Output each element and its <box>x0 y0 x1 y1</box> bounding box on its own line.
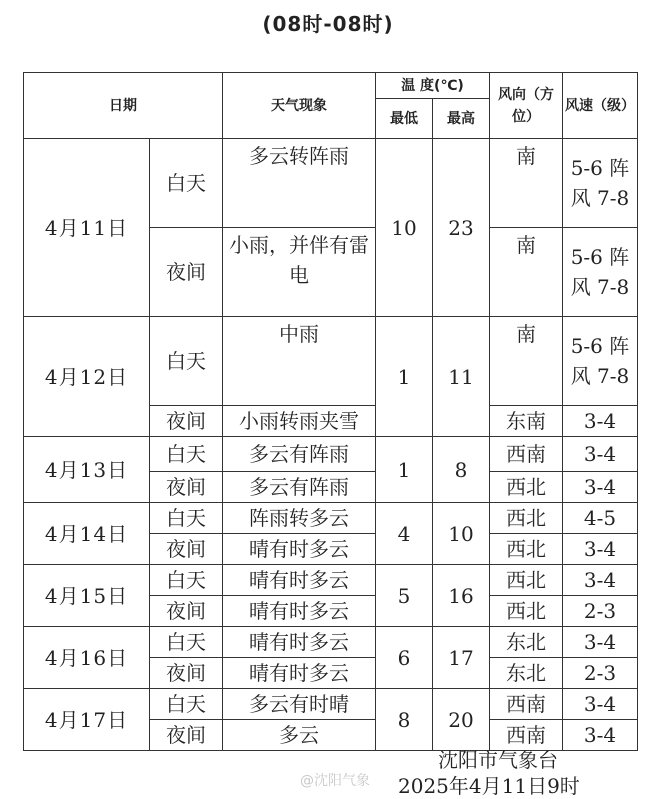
weather-cell: 小雨，并伴有雷电 <box>223 228 376 317</box>
header-high: 最高 <box>433 99 490 139</box>
weather-cell: 晴有时多云 <box>223 534 376 565</box>
wind-direction-cell: 东北 <box>490 658 563 689</box>
header-date: 日期 <box>24 73 223 139</box>
table-row <box>24 139 638 228</box>
date-cell: 4月12日 <box>24 317 150 437</box>
page-title: (08时-08时) <box>262 12 394 36</box>
weather-cell: 晴有时多云 <box>223 596 376 627</box>
high-temp-cell: 23 <box>433 139 490 317</box>
date-cell: 4月13日 <box>24 437 150 503</box>
period-cell: 夜间 <box>150 406 223 437</box>
period-cell: 夜间 <box>150 472 223 503</box>
low-temp-cell: 1 <box>376 317 433 437</box>
header-wind-speed: 风速（级） <box>563 73 638 139</box>
wind-direction-cell: 西北 <box>490 596 563 627</box>
wind-speed-cell: 3-4 <box>563 689 638 720</box>
period-cell: 白天 <box>150 627 223 658</box>
period-cell: 夜间 <box>150 720 223 751</box>
weather-cell: 中雨 <box>223 317 376 406</box>
table-row <box>24 503 638 534</box>
high-temp-cell: 8 <box>433 437 490 503</box>
issuing-agency: 沈阳市气象台 <box>438 748 558 772</box>
low-temp-cell: 6 <box>376 627 433 689</box>
high-temp-cell: 11 <box>433 317 490 437</box>
wind-speed-cell: 5-6 阵风 7-8 <box>563 317 638 406</box>
high-temp-cell: 20 <box>433 689 490 751</box>
wind-speed-cell: 2-3 <box>563 596 638 627</box>
weather-cell: 多云有阵雨 <box>223 437 376 472</box>
wind-speed-cell: 3-4 <box>563 437 638 472</box>
high-temp-cell: 10 <box>433 503 490 565</box>
wind-direction-cell: 南 <box>490 228 563 317</box>
wind-speed-cell: 3-4 <box>563 565 638 596</box>
period-cell: 白天 <box>150 689 223 720</box>
wind-direction-cell: 西北 <box>490 503 563 534</box>
period-cell: 夜间 <box>150 228 223 317</box>
period-cell: 夜间 <box>150 534 223 565</box>
wind-direction-cell: 西南 <box>490 720 563 751</box>
period-cell: 白天 <box>150 437 223 472</box>
low-temp-cell: 5 <box>376 565 433 627</box>
watermark: @沈阳气象 <box>300 773 370 789</box>
period-cell: 白天 <box>150 139 223 228</box>
wind-direction-cell: 西北 <box>490 472 563 503</box>
wind-direction-cell: 南 <box>490 139 563 228</box>
period-cell: 夜间 <box>150 596 223 627</box>
wind-direction-cell: 西北 <box>490 565 563 596</box>
date-cell: 4月14日 <box>24 503 150 565</box>
wind-direction-cell: 西北 <box>490 534 563 565</box>
period-cell: 白天 <box>150 317 223 406</box>
forecast-table <box>23 72 638 751</box>
header-temperature: 温 度(℃) <box>376 73 490 99</box>
table-row <box>24 565 638 596</box>
date-cell: 4月15日 <box>24 565 150 627</box>
wind-speed-cell: 3-4 <box>563 472 638 503</box>
wind-speed-cell: 3-4 <box>563 627 638 658</box>
period-cell: 白天 <box>150 503 223 534</box>
table-row <box>24 437 638 472</box>
weather-cell: 晴有时多云 <box>223 565 376 596</box>
low-temp-cell: 1 <box>376 437 433 503</box>
weather-cell: 阵雨转多云 <box>223 503 376 534</box>
date-cell: 4月16日 <box>24 627 150 689</box>
wind-speed-cell: 2-3 <box>563 658 638 689</box>
table-row <box>24 317 638 406</box>
wind-direction-cell: 南 <box>490 317 563 406</box>
wind-speed-cell: 4-5 <box>563 503 638 534</box>
date-cell: 4月17日 <box>24 689 150 751</box>
weather-cell: 小雨转雨夹雪 <box>223 406 376 437</box>
period-cell: 夜间 <box>150 658 223 689</box>
date-cell: 4月11日 <box>24 139 150 317</box>
high-temp-cell: 16 <box>433 565 490 627</box>
table-row <box>24 689 638 720</box>
high-temp-cell: 17 <box>433 627 490 689</box>
weather-cell: 多云有阵雨 <box>223 472 376 503</box>
low-temp-cell: 4 <box>376 503 433 565</box>
low-temp-cell: 8 <box>376 689 433 751</box>
wind-speed-cell: 3-4 <box>563 534 638 565</box>
wind-direction-cell: 东北 <box>490 627 563 658</box>
header-low: 最低 <box>376 99 433 139</box>
wind-direction-cell: 西南 <box>490 437 563 472</box>
low-temp-cell: 10 <box>376 139 433 317</box>
wind-speed-cell: 5-6 阵风 7-8 <box>563 139 638 228</box>
weather-cell: 多云转阵雨 <box>223 139 376 228</box>
wind-speed-cell: 3-4 <box>563 720 638 751</box>
wind-direction-cell: 西南 <box>490 689 563 720</box>
header-weather: 天气现象 <box>223 73 376 139</box>
weather-cell: 晴有时多云 <box>223 627 376 658</box>
header-wind-direction: 风向（方位） <box>490 73 563 139</box>
weather-cell: 多云有时晴 <box>223 689 376 720</box>
issue-time: 2025年4月11日9时 <box>398 774 580 798</box>
weather-cell: 晴有时多云 <box>223 658 376 689</box>
period-cell: 白天 <box>150 565 223 596</box>
table-row <box>24 627 638 658</box>
weather-cell: 多云 <box>223 720 376 751</box>
wind-direction-cell: 东南 <box>490 406 563 437</box>
wind-speed-cell: 3-4 <box>563 406 638 437</box>
wind-speed-cell: 5-6 阵风 7-8 <box>563 228 638 317</box>
